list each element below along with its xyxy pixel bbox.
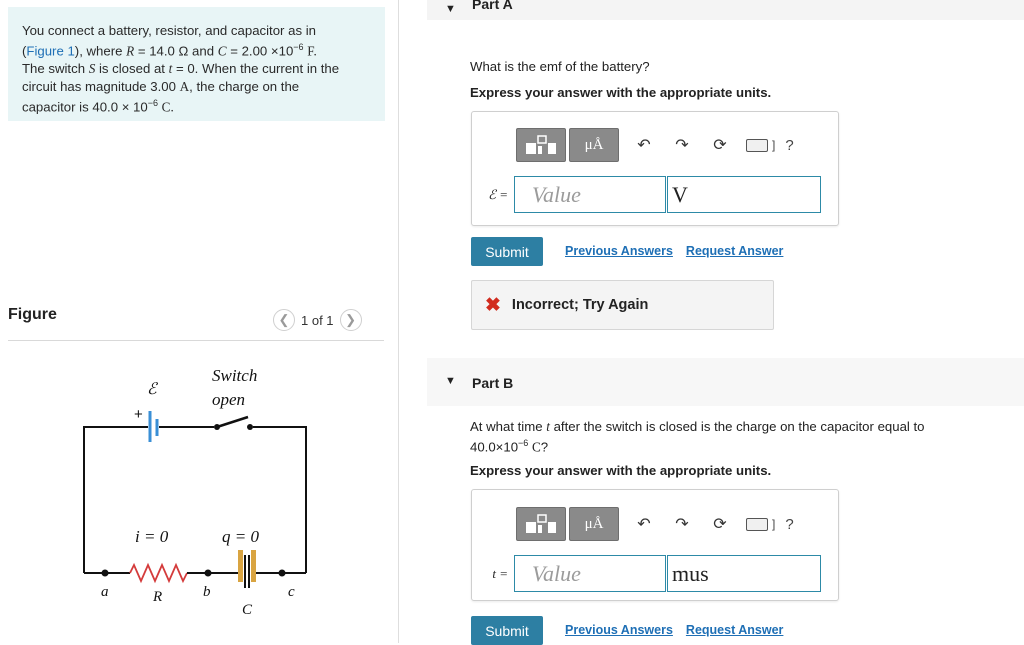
- part-b-header[interactable]: [427, 358, 1024, 406]
- undo-icon[interactable]: ↶: [637, 137, 651, 154]
- capacitor-plate-left: [238, 550, 243, 582]
- part-a-title: Part A: [472, 0, 513, 12]
- figure-pager: [273, 307, 362, 333]
- part-b-title: Part B: [472, 375, 514, 391]
- part-a-toolbar: [516, 127, 794, 163]
- redo-icon[interactable]: ↷: [675, 137, 689, 154]
- figure-link[interactable]: Figure 1: [26, 43, 75, 59]
- part-a-instruction: Express your answer with the appropriate units.: [470, 85, 772, 100]
- part-b-submit-button[interactable]: Submit: [471, 616, 543, 645]
- switch-label: Switch: [212, 366, 258, 385]
- part-b-instruction: Express your answer with the appropriate units.: [470, 463, 772, 478]
- part-a-submit-button[interactable]: Submit: [471, 237, 543, 266]
- part-b-previous-answers-link[interactable]: Previous Answers: [565, 623, 673, 637]
- templates-icon: [524, 134, 558, 156]
- time-variable-label: t =: [492, 565, 508, 581]
- part-a-unit-input[interactable]: V: [667, 176, 821, 213]
- part-b-toolbar: [516, 506, 794, 542]
- reset-icon[interactable]: ⟳: [713, 516, 727, 533]
- units-button[interactable]: μÅ: [569, 507, 619, 541]
- circuit-diagram: [70, 356, 330, 626]
- keyboard-button[interactable]: ]: [746, 517, 775, 531]
- templates-button[interactable]: [516, 128, 566, 162]
- figure-divider: [8, 340, 384, 341]
- help-button[interactable]: ?: [785, 515, 794, 533]
- part-a-previous-answers-link[interactable]: Previous Answers: [565, 244, 673, 258]
- part-b-request-answer-link[interactable]: Request Answer: [685, 623, 784, 637]
- switch-arm: [217, 417, 248, 427]
- emf-label: ℰ: [147, 381, 157, 398]
- figure-heading: Figure: [8, 306, 57, 323]
- part-a-feedback: [471, 280, 774, 330]
- part-a-header[interactable]: [427, 0, 1024, 20]
- units-button[interactable]: μÅ: [569, 128, 619, 162]
- undo-icon[interactable]: ↶: [637, 516, 651, 533]
- problem-line-1: You connect a battery, resistor, and capacitor as in: [22, 23, 316, 38]
- problem-statement: [8, 7, 385, 121]
- part-b-value-input[interactable]: Value: [514, 555, 666, 592]
- node-b-label: b: [203, 584, 211, 600]
- plus-sign: +: [134, 406, 143, 423]
- part-a-input-row: [480, 176, 821, 213]
- part-a-request-answer-link[interactable]: Request Answer: [685, 244, 784, 258]
- emf-variable-label: ℰ =: [488, 186, 508, 202]
- charge-label: q = 0: [222, 527, 259, 546]
- pager-text: 1 of 1: [301, 312, 334, 328]
- problem-line-4: circuit has magnitude 3.00 A, the charge on the: [22, 78, 300, 94]
- part-b-links: [565, 623, 783, 637]
- node-c-label: c: [288, 584, 295, 600]
- resistor-zigzag: [130, 565, 187, 581]
- node-b-dot: [205, 570, 212, 577]
- part-a-links: [565, 244, 783, 258]
- node-a-label: a: [101, 584, 109, 600]
- part-b-question: At what time t after the switch is closed is the charge on the capacitor equal to $40.0\times 10^{-6}$ C?: [470, 419, 925, 455]
- feedback-text: Incorrect; Try Again: [511, 297, 649, 313]
- capacitor-plate-right: [251, 550, 256, 582]
- chevron-left-icon[interactable]: ❮: [273, 309, 295, 331]
- capacitor-label: C: [242, 602, 253, 618]
- node-c-dot: [279, 570, 286, 577]
- redo-icon[interactable]: ↷: [675, 516, 689, 533]
- part-a-question: What is the emf of the battery?: [470, 59, 650, 74]
- templates-icon: [524, 513, 558, 535]
- part-b-unit-input[interactable]: mus: [667, 555, 821, 592]
- error-x-icon: ✖: [485, 294, 501, 316]
- reset-icon[interactable]: ⟳: [713, 137, 727, 154]
- current-label: i = 0: [135, 527, 169, 546]
- keyboard-button[interactable]: ]: [746, 138, 775, 152]
- problem-line-5: capacitor is $40.0 \times 10^{-6}$ C.: [22, 98, 174, 115]
- keyboard-icon: [746, 139, 768, 152]
- resistor-label: R: [153, 589, 163, 605]
- switch-contact: [247, 424, 253, 430]
- templates-button[interactable]: [516, 507, 566, 541]
- part-b-input-row: [480, 555, 821, 592]
- keyboard-icon: [746, 518, 768, 531]
- help-button[interactable]: ?: [785, 136, 794, 154]
- part-b-answer-box: [471, 489, 839, 601]
- switch-state-label: open: [212, 390, 246, 409]
- problem-line-3: The switch S is closed at t = 0. When the current in the: [22, 61, 340, 77]
- chevron-right-icon[interactable]: ❯: [340, 309, 362, 331]
- part-a-value-input[interactable]: Value: [514, 176, 666, 213]
- problem-line-2: (Figure 1), where R = 14.0 Ω and $C = 2.00 \times 10^{-6}$ F.: [22, 42, 317, 59]
- part-a-answer-box: [471, 111, 839, 226]
- collapse-triangle-icon[interactable]: ▼: [445, 375, 456, 387]
- column-divider: [398, 0, 399, 643]
- collapse-triangle-icon[interactable]: ▼: [445, 3, 456, 15]
